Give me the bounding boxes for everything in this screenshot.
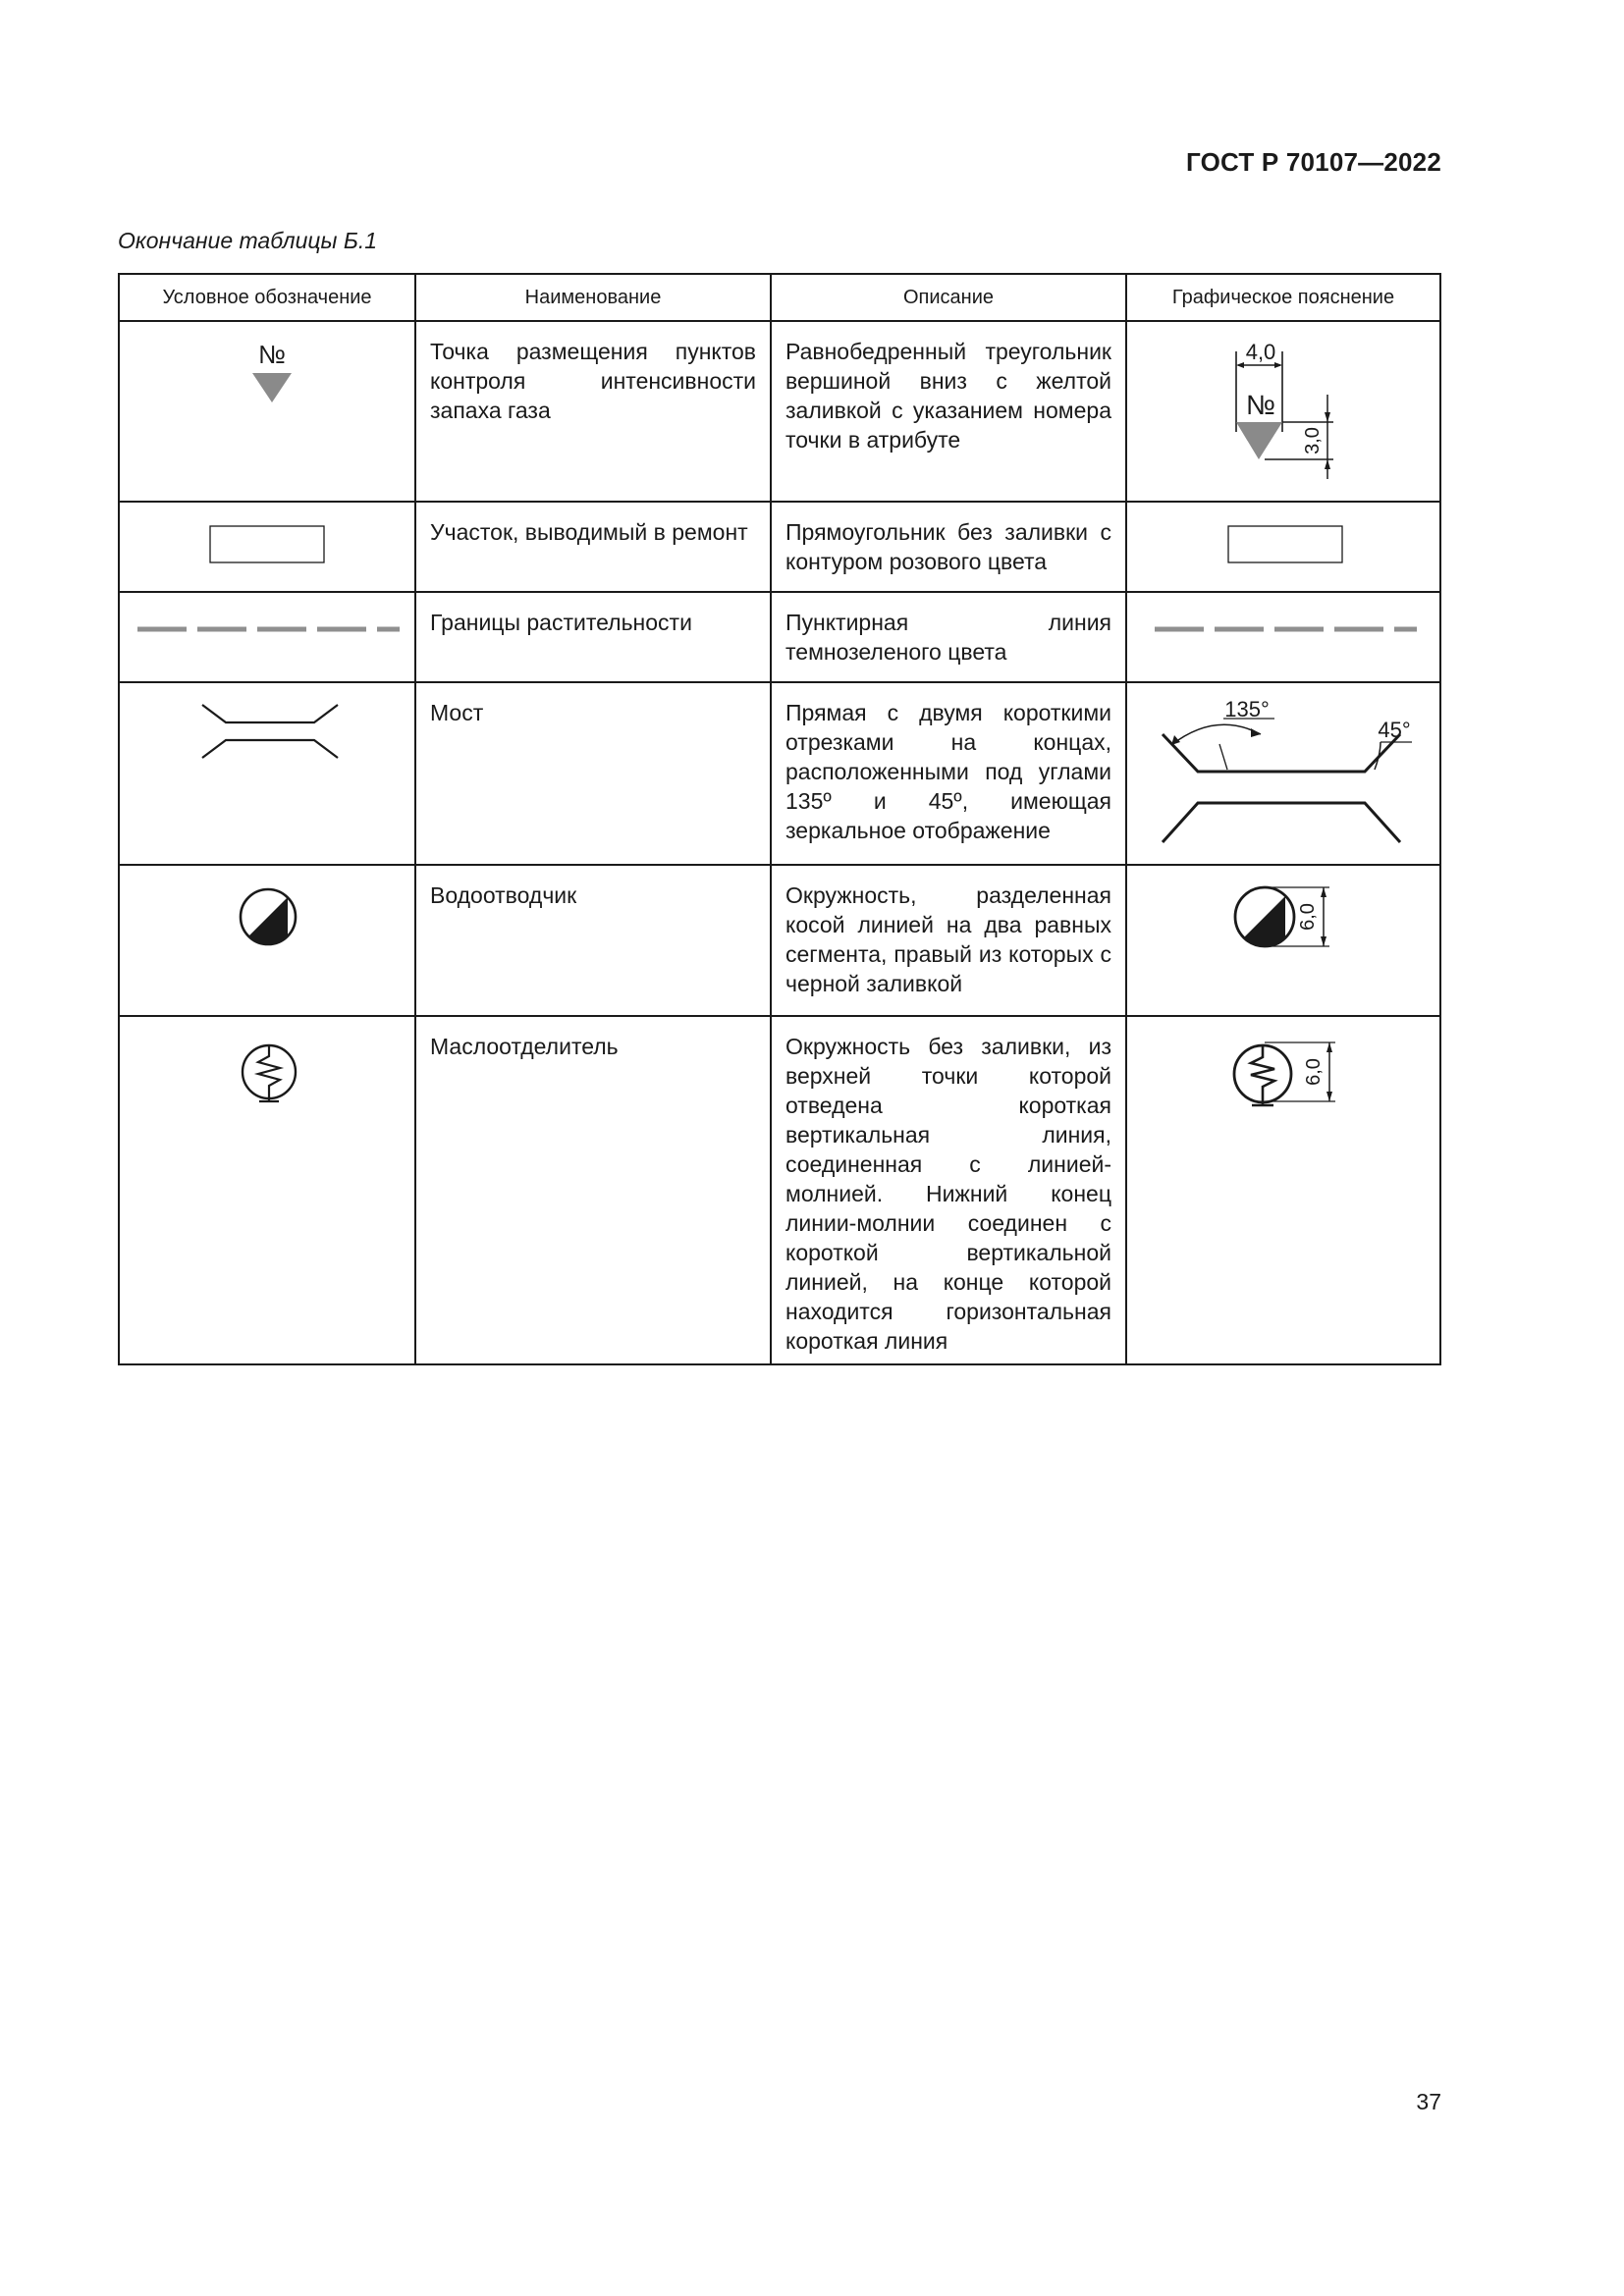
document-code: ГОСТ Р 70107—2022 [1186, 147, 1441, 177]
graphic-cell [1126, 502, 1440, 592]
symbols-table [118, 273, 1441, 1365]
graphic-cell [1126, 1016, 1440, 1364]
description-cell: Прямоугольник без заливки с контуром розового цвета [771, 502, 1126, 592]
gas-control-point-symbol [120, 322, 416, 503]
vegetation-boundary-symbol [120, 593, 416, 683]
description-cell: Окружность без заливки, из верхней точки которой отведена короткая вертикальная линия, соединенная с линией-молнией. Нижний конец линии-молнии соединен с короткой вертикальной линией, на конце которой находится горизонтальная короткая линия [771, 1016, 1126, 1364]
drain-diagram [1127, 866, 1441, 1017]
triangle-down-icon [252, 373, 292, 402]
rectangle-outline-icon [1228, 526, 1342, 562]
name-cell: Маслоотделитель [415, 1016, 771, 1364]
lightning-line-icon [258, 1045, 280, 1101]
symbol-cell [119, 865, 415, 1016]
table-caption: Окончание таблицы Б.1 [118, 228, 378, 253]
symbol-cell [119, 502, 415, 592]
description-cell: Прямая с двумя короткими отрезками на концах, расположенными под углами 135º и 45º, имеющая зеркальное отображение [771, 682, 1126, 865]
symbol-cell [119, 1016, 415, 1364]
graphic-cell [1126, 321, 1440, 502]
half-fill-icon [231, 897, 288, 954]
graphic-cell [1126, 682, 1440, 865]
graphic-cell [1126, 865, 1440, 1016]
repair-area-symbol [120, 503, 416, 593]
diameter-dimension-label: 6,0 [1297, 903, 1319, 931]
table-header-row [119, 274, 1440, 321]
bridge-diagram [1127, 683, 1441, 866]
description-cell: Пунктирная линия темнозеленого цвета [771, 592, 1126, 682]
number-sign-label: № [1245, 390, 1276, 420]
rectangle-outline-icon [210, 526, 324, 562]
repair-area-diagram [1127, 503, 1441, 593]
table-row [119, 682, 1440, 865]
bridge-line-lower [202, 740, 338, 758]
symbol-cell [119, 682, 415, 865]
column-header-graphic: Графическое пояснение [1126, 274, 1440, 321]
triangle-down-icon [1236, 422, 1282, 459]
angle-45-label: 45° [1378, 718, 1411, 742]
gas-control-point-diagram [1127, 322, 1441, 503]
vegetation-boundary-diagram [1127, 593, 1441, 683]
column-header-description: Описание [771, 274, 1126, 321]
table-row [119, 865, 1440, 1016]
angle-135-label: 135° [1224, 697, 1270, 721]
angle-arc-135 [1171, 724, 1261, 745]
table-row [119, 592, 1440, 682]
diameter-dimension-label: 6,0 [1303, 1058, 1325, 1086]
width-dimension-label: 4,0 [1245, 340, 1276, 364]
drain-symbol [120, 866, 416, 1017]
oil-separator-symbol [120, 1017, 416, 1347]
bridge-symbol [120, 683, 416, 866]
number-sign-label: № [258, 340, 286, 369]
description-cell: Окружность, разделенная косой линией на два равных сегмента, правый из которых с черной заливкой [771, 865, 1126, 1016]
column-header-name: Наименование [415, 274, 771, 321]
description-cell: Равнобедренный треугольник вершиной вниз с желтой заливкой с указанием номера точки в атрибуте [771, 321, 1126, 502]
table-row [119, 502, 1440, 592]
column-header-symbol: Условное обозначение [119, 274, 415, 321]
table-row [119, 1016, 1440, 1364]
name-cell: Участок, выводимый в ремонт [415, 502, 771, 592]
bridge-line-upper [202, 705, 338, 722]
name-cell: Точка размещения пунктов контроля интенсивности запаха газа [415, 321, 771, 502]
height-dimension-label: 3,0 [1302, 427, 1324, 454]
symbol-cell [119, 592, 415, 682]
name-cell: Границы растительности [415, 592, 771, 682]
table-row [119, 321, 1440, 502]
page-number: 37 [1416, 2089, 1441, 2114]
name-cell: Мост [415, 682, 771, 865]
graphic-cell [1126, 592, 1440, 682]
symbol-cell [119, 321, 415, 502]
oil-separator-diagram [1127, 1017, 1441, 1347]
name-cell: Водоотводчик [415, 865, 771, 1016]
